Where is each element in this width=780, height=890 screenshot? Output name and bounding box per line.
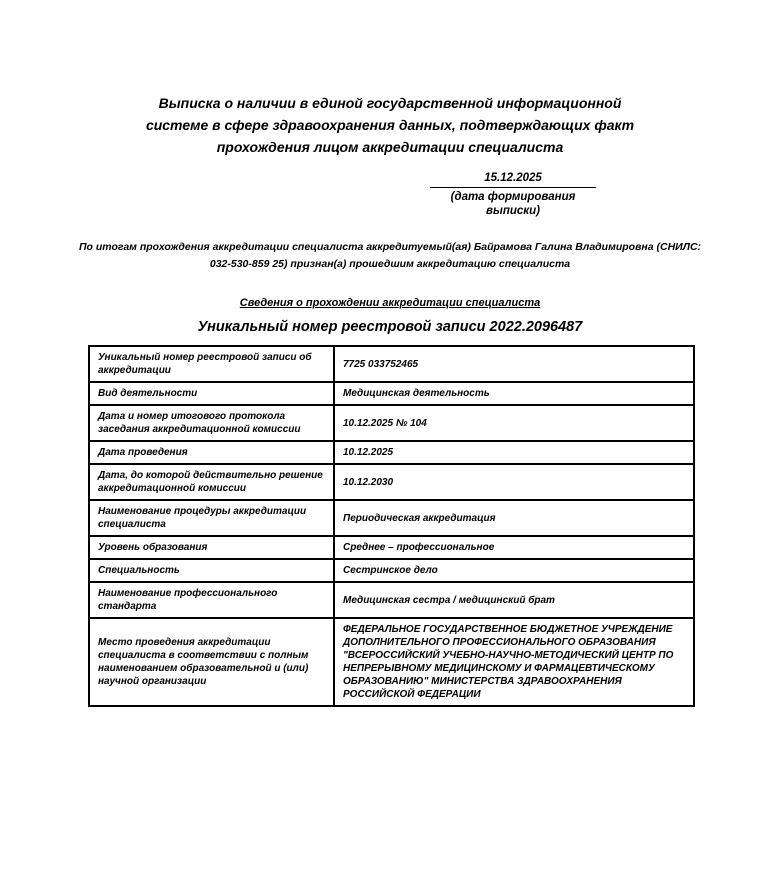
document-title-line: Выписка о наличии в единой государственной информационной xyxy=(158,95,622,111)
row-value-cell: Сестринское дело xyxy=(334,559,694,582)
row-label-cell: Уровень образования xyxy=(89,536,334,559)
row-value-cell: ФЕДЕРАЛЬНОЕ ГОСУДАРСТВЕННОЕ БЮДЖЕТНОЕ УЧРЕЖДЕНИЕ ДОПОЛНИТЕЛЬНОГО ПРОФЕССИОНАЛЬНОГО ОБРАЗОВАНИЯ "ВСЕРОССИЙСКИЙ УЧЕБНО-НАУЧНО-МЕТОДИЧЕСКИЙ ЦЕНТР ПО НЕПРЕРЫВНОМУ МЕДИЦИНСКОМУ И ФАРМАЦЕВТИЧЕСКОМУ ОБРАЗОВАНИЮ" МИНИСТЕРСТВА ЗДРАВООХРАНЕНИЯ РОССИЙСКОЙ ФЕДЕРАЦИИ xyxy=(334,618,694,706)
table-row xyxy=(89,582,694,618)
row-label-cell: Дата проведения xyxy=(89,441,334,464)
table-row xyxy=(89,441,694,464)
row-value-cell: 7725 033752465 xyxy=(334,346,694,382)
row-value-cell: 10.12.2025 xyxy=(334,441,694,464)
intro-paragraph-line: 032-530-859 25) признан(а) прошедшим аккредитацию специалиста xyxy=(209,258,571,270)
table-row xyxy=(89,500,694,536)
table-row xyxy=(89,382,694,405)
intro-paragraph-line: По итогам прохождения аккредитации специалиста аккредитуемый(ая) Байрамова Галина Владимировна (СНИЛС: xyxy=(78,241,702,253)
row-value-cell: Периодическая аккредитация xyxy=(334,500,694,536)
intro-paragraph xyxy=(50,239,730,273)
row-label-cell: Дата, до которой действительно решение аккредитационной комиссии xyxy=(89,464,334,500)
row-label-cell: Дата и номер итогового протокола заседания аккредитационной комиссии xyxy=(89,405,334,441)
table-row xyxy=(89,346,694,382)
row-label-cell: Уникальный номер реестровой записи об аккредитации xyxy=(89,346,334,382)
row-label-cell: Наименование процедуры аккредитации специалиста xyxy=(89,500,334,536)
section-heading: Сведения о прохождении аккредитации специалиста xyxy=(239,297,541,309)
registry-number-heading: Уникальный номер реестровой записи 2022.2096487 xyxy=(197,319,583,335)
document-title-line: прохождения лицом аккредитации специалиста xyxy=(216,139,564,155)
issue-date-block xyxy=(430,171,596,218)
table-row xyxy=(89,464,694,500)
table-row xyxy=(89,618,694,706)
document-title xyxy=(0,0,780,158)
table-row xyxy=(89,405,694,441)
row-label-cell: Наименование профессионального стандарта xyxy=(89,582,334,618)
row-value-cell: Среднее – профессиональное xyxy=(334,536,694,559)
row-label-cell: Вид деятельности xyxy=(89,382,334,405)
issue-date-value: 15.12.2025 xyxy=(430,171,596,188)
table-row xyxy=(89,536,694,559)
row-value-cell: Медицинская сестра / медицинский брат xyxy=(334,582,694,618)
row-value-cell: 10.12.2030 xyxy=(334,464,694,500)
document-title-line: системе в сфере здравоохранения данных, подтверждающих факт xyxy=(145,117,635,133)
table-row xyxy=(89,559,694,582)
row-value-cell: 10.12.2025 № 104 xyxy=(334,405,694,441)
row-label-cell: Специальность xyxy=(89,559,334,582)
row-value-cell: Медицинская деятельность xyxy=(334,382,694,405)
issue-date-caption: (дата формирования выписки) xyxy=(450,191,576,217)
accreditation-table xyxy=(88,345,695,707)
row-label-cell: Место проведения аккредитации специалиста в соответствии с полным наименованием образовательной и (или) научной организации xyxy=(89,618,334,706)
